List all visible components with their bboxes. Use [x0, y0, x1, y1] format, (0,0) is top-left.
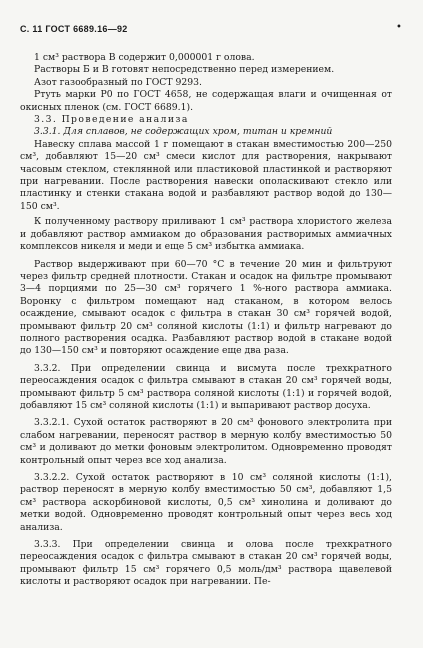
paragraph-filtration: Раствор выдерживают при 60—70 °C в течение 20 мин и фильтруют через фильтр средней плотности. Стакан и осадок на фильтре промывают 3—4 порциями по 25—30 см³ горячего 1 %-ного раствора аммиака. Воронку с фильтром помещают над стаканом, в котором велось осаждение, смывают осадок с фильтра в стакан 30 см³ горячей водой, промывают фильтр 20 см³ соляной кислоты (1:1) и фильтр нагревают до полного растворения осадка. Разбавляют раствор водой в стакане водой до 130—150 см³ и повторяют осаждение еще два раза. — [20, 258, 392, 357]
paragraph-solutions-prep: Растворы Б и В готовят непосредственно перед измерением. — [34, 64, 335, 76]
paragraph-iron-chloride: К полученному раствору приливают 1 см³ раствора хлористого железа и добавляют раствор аммиаком до образования растворимых аммиачных комплексов никеля и меди и еще 5 см³ избытка аммиака. — [20, 216, 392, 253]
paragraph-mercury: Ртуть марки Р0 по ГОСТ 4658, не содержащая влаги и очищенная от окисных пленок (см. ГОСТ 6689.1). — [20, 89, 392, 113]
paragraph-3-3-2-1: 3.3.2.1. Сухой остаток растворяют в 20 см³ фонового электролита при слабом нагревании, переносят раствор в мерную колбу вместимостью 50 см³ и доливают до метки фоновым электролитом. Одновременно проводят контрольный опыт через все ход анализа. — [20, 417, 392, 466]
paragraph-sample-dissolution: Навеску сплава массой 1 г помещают в стакан вместимостью 200—250 см³, добавляют 15—20 см³ смеси кислот для растворения, накрывают часовым стеклом, стеклянной или пластиковой пластинкой и растворяют при нагревании. После растворения навески ополаскивают стекло или пластинку и стенки стакана водой и разбавляют раствор водой до 130—150 см³. — [20, 138, 392, 212]
subsection-title-alloys: 3.3.1. Для сплавов, не содержащих хром, титан и кремний — [34, 126, 333, 138]
paragraph-lead-tin: 3.3.3. При определении свинца и олова после трехкратного переосаждения осадок с фильтра смывают в стакан 20 см³ горячей воды, промывают фильтр 15 см³ горячего 0,5 моль/дм³ раствора щавелевой кислоты и растворяют осадок при нагревании. Пе- — [20, 539, 392, 588]
page-header: С. 11 ГОСТ 6689.16—92 — [20, 24, 128, 34]
paragraph-solution-v: 1 см³ раствора В содержит 0,000001 г олова. — [34, 52, 255, 63]
corner-mark: • — [396, 22, 402, 33]
paragraph-3-3-2-2: 3.3.2.2. Сухой остаток растворяют в 10 см³ соляной кислоты (1:1), раствор переносят в мерную колбу вместимостью 50 см³, добавляют 1,5 см³ раствора аскорбиновой кислоты, 0,5 см³ хинолина и доливают до метки водой. Одновременно проводят контрольный опыт через весь ход анализа. — [20, 472, 392, 533]
section-title-analysis: 3.3. Проведение анализа — [34, 114, 189, 126]
paragraph-nitrogen: Азот газообразный по ГОСТ 9293. — [34, 76, 202, 88]
document-body — [20, 52, 392, 589]
paragraph-lead-bismuth: 3.3.2. При определении свинца и висмута после трехкратного переосаждения осадок с фильтра смывают в стакан 20 см³ горячей воды, промывают фильтр 5 см³ раствора соляной кислоты (1:1) и горячей водой, добавляют 15 см³ соляной кислоты (1:1) и выпаривают раствор досуха. — [20, 362, 392, 411]
